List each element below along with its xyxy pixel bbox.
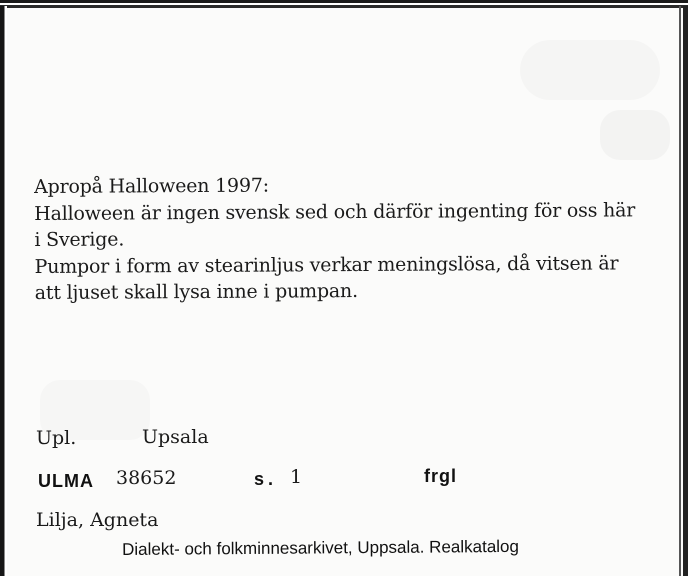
text-line: i Sverige. [34,228,125,251]
card-body-text [34,170,655,306]
card-top-edge [0,0,688,8]
card-right-edge [683,6,688,576]
archive-footer: Dialekt- och folkminnesarkivet, Uppsala. Realkatalog [122,536,519,559]
record-type: frgl [424,466,457,486]
text-line: Halloween är ingen svensk sed och därför ingenting för oss här [34,198,636,225]
place-name: Upsala [142,426,209,448]
card-right-inner-edge [679,6,681,576]
show-through-smudge [520,40,660,100]
accession-number: 38652 [116,467,177,489]
informant-name: Lilja, Agneta [36,509,159,531]
text-line: Apropå Halloween 1997: [34,174,269,198]
archive-code: ULMA [38,471,94,491]
show-through-smudge [600,110,670,160]
text-line: Pumpor i form av stearinljus verkar meningslösa, då vitsen är [34,251,619,278]
card-left-edge [0,6,7,576]
landscape-abbreviation: Upl. [36,427,77,449]
page-label: s. [254,469,278,489]
page-number: 1 [290,466,303,488]
text-line: att ljuset skall lysa inne i pumpan. [34,280,358,304]
